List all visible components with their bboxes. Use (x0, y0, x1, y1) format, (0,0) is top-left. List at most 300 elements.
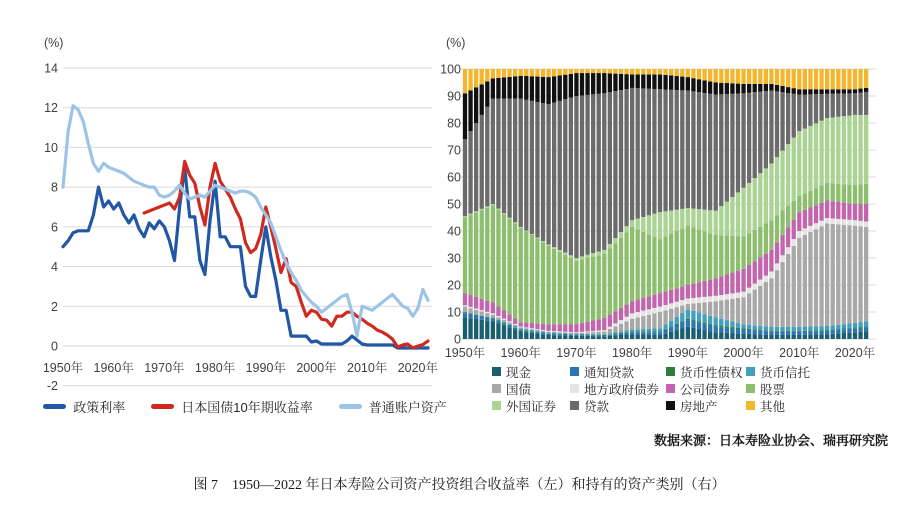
bar-segment (663, 236, 667, 291)
bar-segment (530, 332, 534, 333)
bar-segment (814, 188, 818, 205)
bar-segment (619, 334, 623, 335)
bar-segment (847, 333, 851, 339)
bar-segment (546, 245, 550, 246)
stack-bar-2018 (842, 69, 846, 339)
bar-segment (647, 69, 651, 74)
bar-segment (558, 250, 562, 252)
bar-segment (552, 247, 556, 249)
bar-segment (580, 335, 584, 336)
bar-segment (803, 89, 807, 94)
bar-segment (702, 297, 706, 302)
bar-segment (468, 214, 472, 215)
bar-segment (753, 325, 757, 329)
bar-segment (658, 335, 662, 339)
bar-segment (725, 327, 729, 328)
bar-segment (624, 69, 628, 74)
bar-segment (491, 321, 495, 339)
bar-segment (474, 308, 478, 309)
bar-segment (803, 210, 807, 229)
bar-segment (574, 96, 578, 258)
bar-segment (697, 282, 701, 297)
bar-segment (669, 326, 673, 327)
bar-segment (663, 305, 667, 310)
bar-segment (831, 94, 835, 118)
bar-segment (680, 209, 684, 228)
bar-segment (608, 335, 612, 336)
bar-segment (658, 239, 662, 293)
bar-segment (803, 193, 807, 209)
bar-segment (714, 301, 718, 317)
x-tick-label: 2010年 (779, 346, 820, 360)
bar-segment (580, 95, 584, 256)
bar-segment (831, 117, 835, 183)
bar-segment (758, 280, 762, 286)
bar-segment (602, 250, 606, 254)
bar-segment (647, 335, 651, 339)
bar-segment (764, 84, 768, 91)
y-tick-label: 0 (454, 332, 461, 347)
bar-segment (658, 69, 662, 74)
bar-segment (803, 335, 807, 339)
bar-segment (630, 319, 634, 330)
bar-segment (613, 91, 617, 238)
bar-segment (747, 325, 751, 329)
bar-segment (574, 324, 578, 332)
legend-swatch (492, 367, 501, 376)
bar-segment (803, 332, 807, 335)
bar-segment (769, 278, 773, 327)
bar-segment (680, 228, 684, 286)
bar-segment (663, 324, 667, 328)
bar-segment (814, 326, 818, 330)
bar-segment (753, 290, 757, 326)
bar-segment (597, 332, 601, 334)
bar-segment (719, 235, 723, 276)
stack-bar-1955 (491, 69, 495, 339)
bar-segment (797, 332, 801, 335)
bar-segment (619, 238, 623, 308)
bar-segment (736, 84, 740, 94)
bar-segment (741, 93, 745, 188)
bar-segment (786, 335, 790, 339)
bar-segment (630, 69, 634, 74)
stack-bar-2004 (764, 69, 768, 339)
x-tick-label: 1980年 (194, 361, 236, 375)
bar-segment (552, 332, 556, 333)
bar-segment (753, 84, 757, 92)
bar-segment (780, 151, 784, 211)
bar-segment (652, 295, 656, 308)
bar-segment (792, 331, 796, 332)
bar-segment (563, 324, 567, 332)
bar-segment (624, 317, 628, 322)
bar-segment (819, 326, 823, 330)
bar-segment (641, 331, 645, 332)
legend-item-line-2 (339, 397, 447, 416)
stack-bar-1997 (725, 69, 729, 339)
bar-segment (853, 204, 857, 220)
legend-label: 国债 (506, 382, 532, 397)
bar-segment (708, 94, 712, 210)
bar-segment (652, 214, 656, 237)
bar-segment (792, 220, 796, 239)
bar-segment (524, 69, 528, 76)
bar-segment (585, 335, 589, 336)
bar-segment (552, 69, 556, 76)
bar-segment (842, 116, 846, 184)
bar-segment (714, 69, 718, 83)
bar-segment (480, 311, 484, 315)
bar-segment (507, 77, 511, 99)
legend-line-marker (339, 404, 362, 409)
bar-segment (775, 327, 779, 331)
bar-segment (569, 334, 573, 335)
stack-bar-1974 (597, 69, 601, 339)
bar-segment (502, 323, 506, 324)
bar-segment (797, 89, 801, 94)
bar-segment (747, 329, 751, 330)
stack-bar-1968 (563, 69, 567, 339)
bar-segment (697, 229, 701, 282)
bar-segment (591, 334, 595, 335)
bar-segment (485, 208, 489, 301)
bar-segment (736, 329, 740, 333)
bar-segment (753, 92, 757, 178)
bar-segment (675, 302, 679, 307)
bar-segment (691, 311, 695, 320)
bar-segment (468, 131, 472, 214)
bar-segment (641, 298, 645, 311)
bar-segment (647, 89, 651, 216)
bar-segment (468, 308, 472, 313)
bar-segment (808, 327, 812, 331)
bar-segment (736, 94, 740, 193)
bar-segment (831, 330, 835, 331)
bar-segment (463, 216, 467, 217)
bar-segment (591, 73, 595, 94)
bar-segment (468, 69, 472, 90)
bar-segment (669, 75, 673, 89)
stack-bar-2010 (797, 69, 801, 339)
bar-segment (675, 307, 679, 317)
bar-segment (719, 83, 723, 95)
bar-segment (608, 336, 612, 339)
bar-segment (708, 280, 712, 297)
stack-bar-2014 (819, 69, 823, 339)
bar-segment (480, 69, 484, 84)
data-source-note: 数据来源：日本寿险业协会、瑞再研究院 (653, 433, 888, 448)
bar-segment (825, 200, 829, 218)
bar-segment (814, 331, 818, 334)
x-tick-label: 1960年 (500, 346, 541, 360)
stack-bar-1966 (552, 69, 556, 339)
bar-segment (630, 332, 634, 334)
bar-segment (524, 330, 528, 331)
legend-label: 现金 (506, 365, 532, 380)
y-tick-label: 4 (51, 260, 58, 275)
bar-segment (686, 319, 690, 320)
x-tick-label: 1980年 (611, 346, 653, 360)
bar-segment (463, 218, 467, 294)
bar-segment (652, 89, 656, 214)
bar-segment (736, 192, 740, 236)
x-tick-label: 1950年 (42, 361, 84, 375)
bar-segment (808, 335, 812, 339)
bar-segment (792, 94, 796, 138)
bar-segment (730, 299, 734, 322)
bar-segment (496, 317, 500, 319)
bar-segment (608, 69, 612, 73)
bar-segment (764, 276, 768, 282)
bar-segment (730, 197, 734, 236)
bar-segment (797, 327, 801, 331)
stack-bar-1960 (519, 69, 523, 339)
bar-segment (630, 301, 634, 313)
y-tick-label: 30 (447, 251, 461, 266)
bar-segment (764, 331, 768, 334)
bar-segment (480, 210, 484, 299)
bar-segment (552, 335, 556, 339)
x-tick-label: 1990年 (245, 361, 286, 375)
bar-segment (702, 80, 706, 93)
bar-segment (541, 330, 545, 331)
x-tick-label: 2020年 (834, 346, 876, 360)
bar-segment (864, 331, 868, 339)
stack-bar-2003 (758, 69, 762, 339)
x-tick-label: 2020年 (397, 361, 439, 375)
bar-segment (491, 69, 495, 78)
y-tick-label: 8 (51, 180, 58, 195)
bar-segment (797, 331, 801, 332)
bar-segment (613, 311, 617, 323)
bar-segment (864, 115, 868, 184)
legend-item-bar-9 (570, 397, 666, 414)
bar-segment (619, 320, 623, 324)
bar-segment (474, 211, 478, 212)
right-chart-unit-label: (%) (446, 36, 466, 50)
stack-bar-2007 (780, 69, 784, 339)
bar-segment (602, 318, 606, 330)
bar-segment (803, 129, 807, 194)
bar-segment (814, 229, 818, 326)
bar-segment (541, 242, 545, 324)
bar-segment (602, 73, 606, 93)
bar-segment (630, 334, 634, 339)
bar-segment (680, 300, 684, 305)
stack-bar-1983 (647, 69, 651, 339)
bar-segment (758, 84, 762, 92)
bar-segment (808, 207, 812, 225)
bar-segment (680, 306, 684, 314)
bar-segment (507, 321, 511, 322)
bar-segment (825, 334, 829, 339)
bar-segment (786, 247, 790, 254)
bar-segment (747, 233, 751, 265)
bar-segment (825, 118, 829, 183)
bar-segment (652, 332, 656, 335)
bar-segment (574, 335, 578, 336)
line-chart (43, 62, 438, 394)
bar-segment (463, 69, 467, 93)
stack-bar-1962 (530, 69, 534, 339)
bar-segment (836, 202, 840, 219)
stack-bar-1959 (513, 69, 517, 339)
bar-segment (485, 321, 489, 339)
stack-bar-1969 (569, 69, 573, 339)
bar-segment (597, 335, 601, 336)
bar-segment (736, 69, 740, 84)
stack-bar-2001 (747, 69, 751, 339)
bar-segment (858, 204, 862, 221)
bar-segment (775, 331, 779, 332)
bar-segment (463, 312, 467, 313)
bar-segment (780, 327, 784, 331)
bar-segment (613, 335, 617, 339)
bar-segment (485, 107, 489, 207)
bar-segment (641, 311, 645, 316)
stack-bar-1990 (686, 69, 690, 339)
bar-segment (858, 184, 862, 204)
bar-segment (792, 332, 796, 335)
stack-bar-1950 (463, 69, 467, 339)
bar-segment (530, 69, 534, 76)
bar-segment (552, 333, 556, 334)
bar-segment (658, 89, 662, 212)
bar-segment (535, 323, 539, 329)
bar-segment (814, 330, 818, 331)
bar-segment (502, 77, 506, 98)
bar-segment (725, 83, 729, 94)
bar-segment (747, 183, 751, 233)
bar-segment (719, 326, 723, 327)
bar-segment (836, 184, 840, 202)
bar-segment (485, 316, 489, 317)
bar-segment (725, 236, 729, 275)
bar-segment (507, 218, 511, 219)
bar-segment (836, 333, 840, 339)
bar-segment (535, 329, 539, 330)
bar-segment (507, 69, 511, 77)
bar-segment (758, 92, 762, 174)
bar-segment (747, 69, 751, 84)
bar-segment (496, 320, 500, 321)
bar-segment (602, 330, 606, 331)
bar-segment (641, 332, 645, 334)
bar-segment (641, 74, 645, 88)
bar-segment (836, 330, 840, 334)
bar-segment (686, 299, 690, 304)
bar-segment (730, 328, 734, 333)
bar-segment (569, 332, 573, 333)
bar-segment (546, 246, 550, 324)
bar-segment (669, 332, 673, 339)
bar-segment (580, 335, 584, 336)
bar-segment (808, 226, 812, 232)
bar-segment (513, 318, 517, 324)
bar-segment (619, 335, 623, 339)
bar-segment (507, 99, 511, 218)
bar-segment (675, 324, 679, 325)
bar-segment (647, 309, 651, 314)
bar-segment (524, 328, 528, 329)
bar-segment (502, 214, 506, 310)
bar-segment (691, 227, 695, 283)
bar-segment (842, 203, 846, 220)
bar-segment (680, 323, 684, 329)
bar-segment (836, 329, 840, 330)
bar-segment (519, 322, 523, 326)
bar-segment (786, 331, 790, 332)
bar-segment (730, 83, 734, 94)
x-tick-label: 1950年 (444, 346, 486, 360)
bar-segment (814, 94, 818, 123)
bar-segment (491, 315, 495, 318)
bar-segment (585, 322, 589, 332)
bar-segment (847, 328, 851, 329)
legend-swatch (570, 367, 579, 376)
bar-segment (697, 329, 701, 339)
bar-segment (858, 332, 862, 339)
bar-segment (680, 321, 684, 322)
bar-segment (753, 284, 757, 290)
bar-segment (669, 69, 673, 75)
bar-segment (524, 230, 528, 231)
bar-segment (831, 224, 835, 326)
bar-segment (558, 331, 562, 332)
bar-segment (474, 316, 478, 320)
bar-segment (652, 308, 656, 313)
bar-segment (669, 309, 673, 321)
bar-segment (697, 323, 701, 329)
bar-segment (546, 77, 550, 104)
bar-segment (558, 335, 562, 339)
bar-segment (669, 303, 673, 308)
bar-segment (747, 84, 751, 93)
bar-segment (663, 333, 667, 339)
bar-segment (496, 210, 500, 307)
legend-label: 货币性债权 (680, 365, 743, 380)
bar-segment (691, 328, 695, 339)
stack-bar-2021 (858, 69, 862, 339)
stack-bar-1957 (502, 69, 506, 339)
bar-segment (502, 310, 506, 318)
bar-segment (619, 232, 623, 238)
bar-segment (792, 69, 796, 88)
bar-segment (792, 327, 796, 331)
bar-segment (558, 69, 562, 75)
bar-segment (691, 209, 695, 228)
bar-segment (519, 331, 523, 339)
bar-segment (708, 296, 712, 301)
bar-segment (786, 332, 790, 335)
bar-segment (569, 336, 573, 339)
bar-segment (552, 331, 556, 332)
bar-segment (624, 89, 628, 226)
bar-segment (808, 89, 812, 94)
bar-segment (825, 326, 829, 330)
bar-segment (769, 327, 773, 331)
stack-bar-2005 (769, 69, 773, 339)
y-tick-label: 90 (447, 89, 461, 104)
bar-segment (764, 326, 768, 330)
legend-swatch (492, 384, 501, 393)
stack-bar-2008 (786, 69, 790, 339)
bar-segment (719, 206, 723, 235)
bar-segment (747, 293, 751, 324)
stack-bar-1980 (630, 69, 634, 339)
bar-segment (691, 303, 695, 311)
